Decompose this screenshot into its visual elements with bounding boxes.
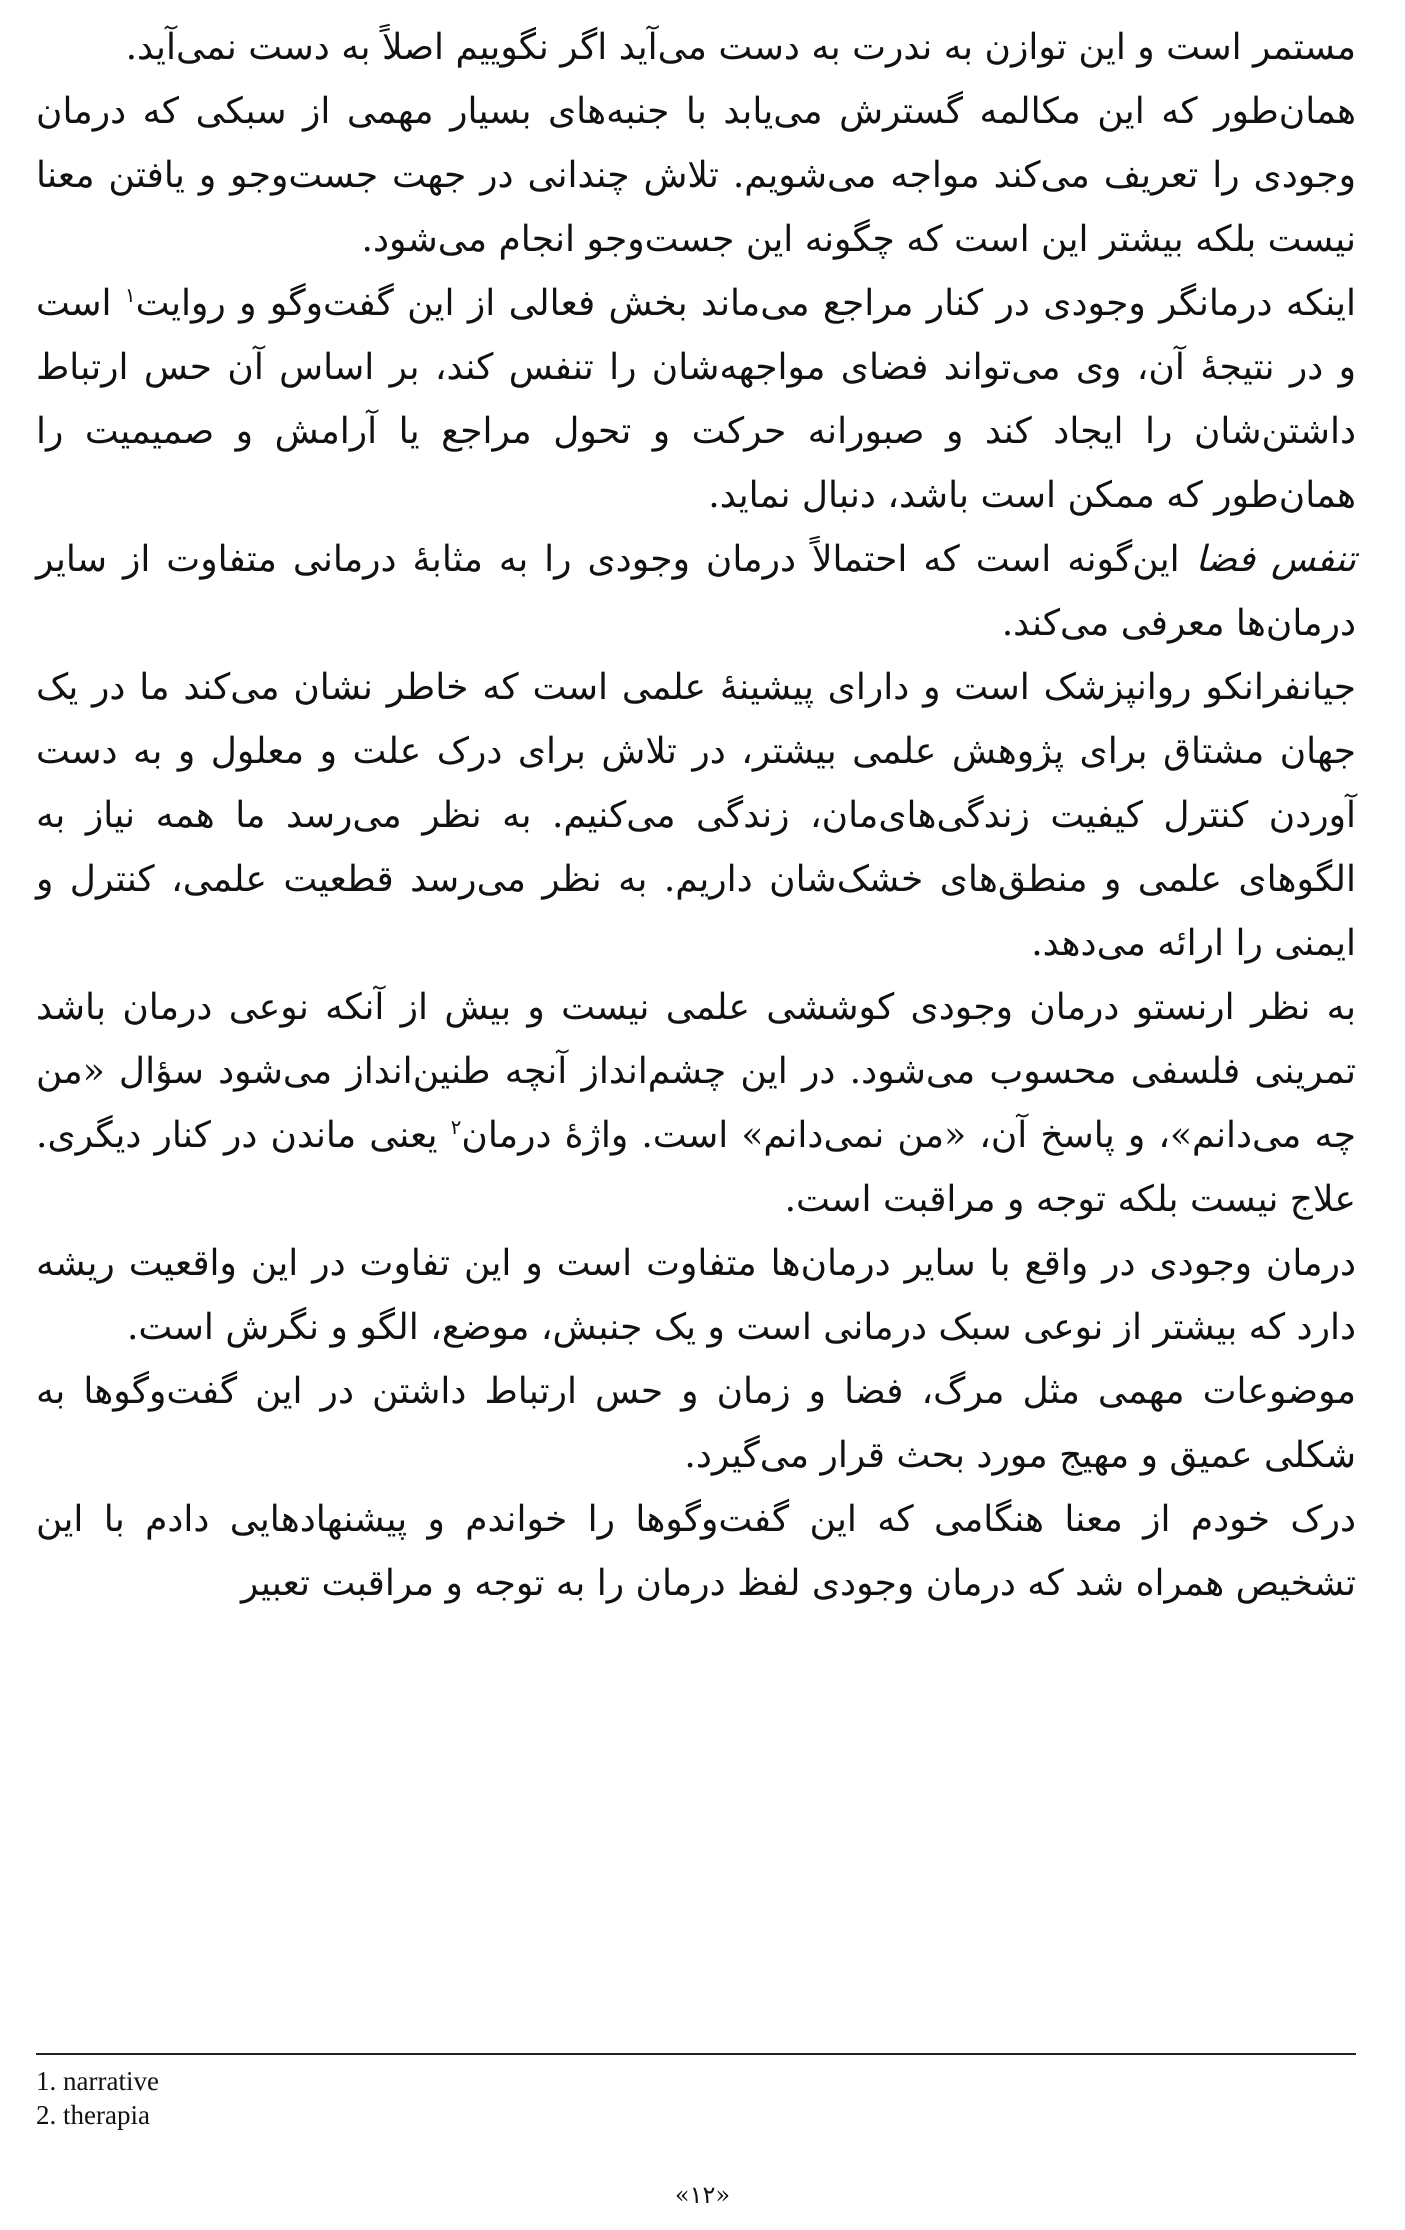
paragraph-4 (36, 528, 1356, 656)
footnote-marker-2: ۲ (450, 1115, 462, 1139)
paragraph-4-text: این‌گونه است که احتمالاً درمان وجودی را به مثابهٔ درمانی متفاوت از سایر درمان‌ها معرفی می‌کند. (36, 539, 1356, 644)
body-text (36, 16, 1356, 1616)
footnote-marker-1: ۱ (124, 283, 136, 307)
paragraph-3-text-start: اینکه درمانگر وجودی در کنار مراجع می‌ماند بخش فعالی از این گفت‌وگو و روایت (135, 283, 1356, 324)
paragraph-8: موضوعات مهمی مثل مرگ، فضا و زمان و حس ارتباط داشتن در این گفت‌وگوها به شکلی عمیق و مهیج مورد بحث قرار می‌گیرد. (36, 1371, 1356, 1476)
page-number: «۱۲» (674, 2181, 731, 2209)
paragraph-1: مستمر است و این توازن به ندرت به دست می‌آید اگر نگوییم اصلاً به دست نمی‌آید. (125, 27, 1356, 68)
paragraph-3 (36, 272, 1356, 528)
paragraph-9: درک خودم از معنا هنگامی که این گفت‌وگوها را خواندم و پیشنهادهایی دادم با این تشخیص همراه شد که درمان وجودی لفظ درمان را به توجه و مراقبت تعبیر (36, 1499, 1356, 1604)
footnotes (36, 2064, 636, 2132)
paragraph-6-text-end: یعنی ماندن در کنار دیگری. علاج نیست بلکه توجه و مراقبت است. (36, 1115, 1356, 1220)
footnote-2: 2. therapia (36, 2100, 150, 2130)
paragraph-5: جیانفرانکو روانپزشک است و دارای پیشینهٔ علمی است که خاطر نشان می‌کند ما در یک جهان مشتاق برای پژوهش علمی بیشتر، در تلاش برای درک علت و معلول و به دست آوردن کنترل کیفیت زندگی‌های‌مان، زندگی می‌کنیم. به نظر می‌رسد ما همه نیاز به الگوهای علمی و منطق‌های خشک‌شان داریم. به نظر می‌رسد قطعیت علمی، کنترل و ایمنی را ارائه می‌دهد. (36, 667, 1356, 964)
paragraph-2: همان‌طور که این مکالمه گسترش می‌یابد با جنبه‌های بسیار مهمی از سبکی که درمان وجودی را تعریف می‌کند مواجه می‌شویم. تلاش چندانی در جهت جست‌وجو و یافتن معنا نیست بلکه بیشتر این است که چگونه این جست‌وجو انجام می‌شود. (36, 91, 1356, 260)
paragraph-3-text-end: است و در نتیجهٔ آن، وی می‌تواند فضای مواجهه‌شان را تنفس کند، بر اساس آن حس ارتباط داشتن‌شان را ایجاد کند و صبورانه حرکت و تحول مراجع یا آرامش و صمیمیت را همان‌طور که ممکن است باشد، دنبال نماید. (36, 283, 1356, 516)
paragraph-6-text-start: به نظر ارنستو درمان وجودی کوششی علمی نیست و بیش از آنکه نوعی درمان باشد تمرینی فلسفی محسوب می‌شود. در این چشم‌انداز آنچه طنین‌انداز می‌شود سؤال «من چه می‌دانم»، و پاسخ آن، «من نمی‌دانم» است. واژهٔ درمان (36, 987, 1357, 1156)
italic-term: تنفس فضا (1195, 539, 1356, 580)
paragraph-7: درمان وجودی در واقع با سایر درمان‌ها متفاوت است و این تفاوت در این واقعیت ریشه دارد که بیشتر از نوعی سبک درمانی است و یک جنبش، موضع، الگو و نگرش است. (36, 1243, 1356, 1348)
footnote-1: 1. narrative (36, 2066, 159, 2096)
paragraph-6 (36, 976, 1356, 1232)
footnote-divider (36, 2053, 1356, 2055)
